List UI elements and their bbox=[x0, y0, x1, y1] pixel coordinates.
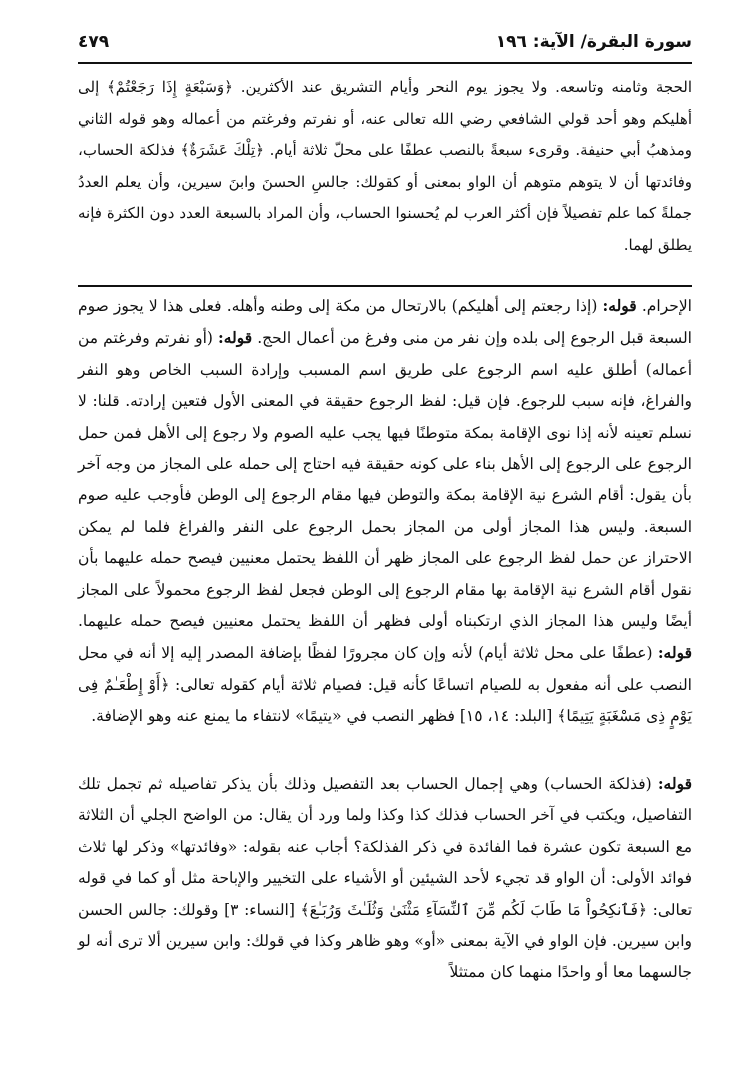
page-number: ٤٧٩ bbox=[78, 32, 110, 52]
commentary-label: قوله: bbox=[602, 296, 637, 315]
commentary-start: الإحرام. bbox=[641, 297, 692, 315]
commentary-label: قوله: bbox=[217, 328, 253, 348]
commentary-text: (فذلكة الحساب) وهي إجمال الحساب بعد التفصيل وذلك بأن يذكر تفاصيله ثم تجمل تلك التفاصيل، ويكتب في آخر الحساب فذلك كذا وكذا ولما ورد أن يقال: من الواضح الجلي أن الثلاثة مع السبعة تكون عشرة فما الفائدة في ذكر الفذلكة؟ أجاب عنه بقوله: «وفائدتها» وذكر لها ثلاث فوائد الأولى: أن الواو قد تجيء لأحد الشيئين أو الأشياء على التخيير والإباحة مثل أو كما في قوله تعالى: ﴿فَٱنكِحُواْ مَا طَابَ لَكُم مِّنَ ٱلنِّسَآءِ مَثْنَىٰ وَثُلَـٰثَ وَرُبَـٰعَ﴾ [النساء: ٣] وقولك: جالس الحسن وابن سيرين. فإن الواو في الآية بمعنى «أو» وهو ظاهر وكذا في قولك: وابن سيرين ألا ترى أنه لو جالسهما معا أو واحدًا منهما كان ممتثلاً bbox=[78, 775, 693, 982]
main-text: الحجة وثامنه وتاسعه. ولا يجوز يوم النحر وأيام التشريق عند الأكثرين. ﴿وَسَبْعَةٍ إِذَا رَجَعْتُمْ﴾ إلى أهليكم وهو أحد قولي الشافعي رضي الله تعالى عنه، أو نفرتم وفرغتم من أعماله وهو قوله الثاني ومذهبُ أبي حنيفة. وقرىء سبعةً بالنصب عطفًا على محلّ ثلاثة أيام. ﴿تِلْكَ عَشَرَةٌ﴾ فذلكة الحساب، وفائدتها أن لا يتوهم متوهم أن الواو بمعنى أو كقولك: جالسِ الحسنَ وابنَ سيرين، وأن يعلم العددُ جملةً كما علم تفصيلاً فإن أكثر العرب لم يُحسنوا الحساب، وأن المراد بالسبعة العدد دون الكثرة فإنه يطلق لهما. bbox=[78, 78, 692, 254]
section-divider bbox=[78, 285, 692, 287]
commentary-text: (إذا رجعتم إلى أهليكم) بالارتحال من مكة إلى وطنه وأهله. فعلى هذا لا يجوز صوم السبعة قبل الرجوع إلى بلده وإن نفر من منى وفرغ من أعمال الحج. bbox=[78, 297, 692, 348]
commentary-text: (أو نفرتم وفرغتم من أعماله) أطلق عليه اسم الرجوع على طريق اسم المسبب وإرادة السبب الخاص وهو النفر والفراغ، فإنه سبب للرجوع. فإن قيل: لفظ الرجوع حقيقة في المعنى الأول فتعين إرادته. قلنا: لا نسلم تعينه لأنه إذا نوى الإقامة بمكة متوطنًا فيها يجب عليه الصوم ولا رجوع إلى الأهل فمن حمل الرجوع على الرجوع إلى الأهل بناء على كونه حقيقة فيه احتاج إلى حمله على المجاز من وجه آخر بأن يقول: أقام الشرع نية الإقامة بمكة والتوطن فيها مقام الرجوع إلى الوطن فأوجب عليه صوم السبعة. وليس هذا المجاز أولى من المجاز بحمل الرجوع على النفر والفراغ فلما لم يمكن الاحتراز عن حمل لفظ الرجوع على المجاز ظهر أن اللفظ يحتمل معنيين فيصح حمله عليهما بأن نقول أقام الشرع نية الإقامة بها مقام الرجوع إلى الوطن فجعل لفظ الرجوع محمولاً على المجاز أيضًا وليس هذا المجاز الذي ارتكبناه أولى فظهر أن اللفظ يحتمل معنيين فيصح حمله عليهما. bbox=[78, 329, 692, 631]
commentary-paragraph-2 bbox=[78, 768, 692, 989]
commentary-text: (عطفًا على محل ثلاثة أيام) لأنه وإن كان مجرورًا لفظًا بإضافة المصدر إليه إلا أنه في محل النصب على أنه مفعول به للصيام اتساعًا كأنه قيل: فصيام ثلاثة أيام كقوله تعالى: ﴿أَوْ إِطْعَـٰمٌ فِى يَوْمٍ ذِى مَسْغَبَةٍ يَتِيمًا﴾ [البلد: ١٤، ١٥] فظهر النصب في «يتيمًا» لانتفاء ما يمنع عنه وهو الإضافة. bbox=[78, 644, 692, 726]
commentary-label: قوله: bbox=[657, 643, 692, 663]
page-header bbox=[78, 30, 692, 64]
running-title: سورة البقرة/ الآية: ١٩٦ bbox=[495, 32, 692, 52]
commentary-paragraph-1 bbox=[78, 290, 692, 733]
commentary-label: قوله: bbox=[657, 774, 692, 793]
